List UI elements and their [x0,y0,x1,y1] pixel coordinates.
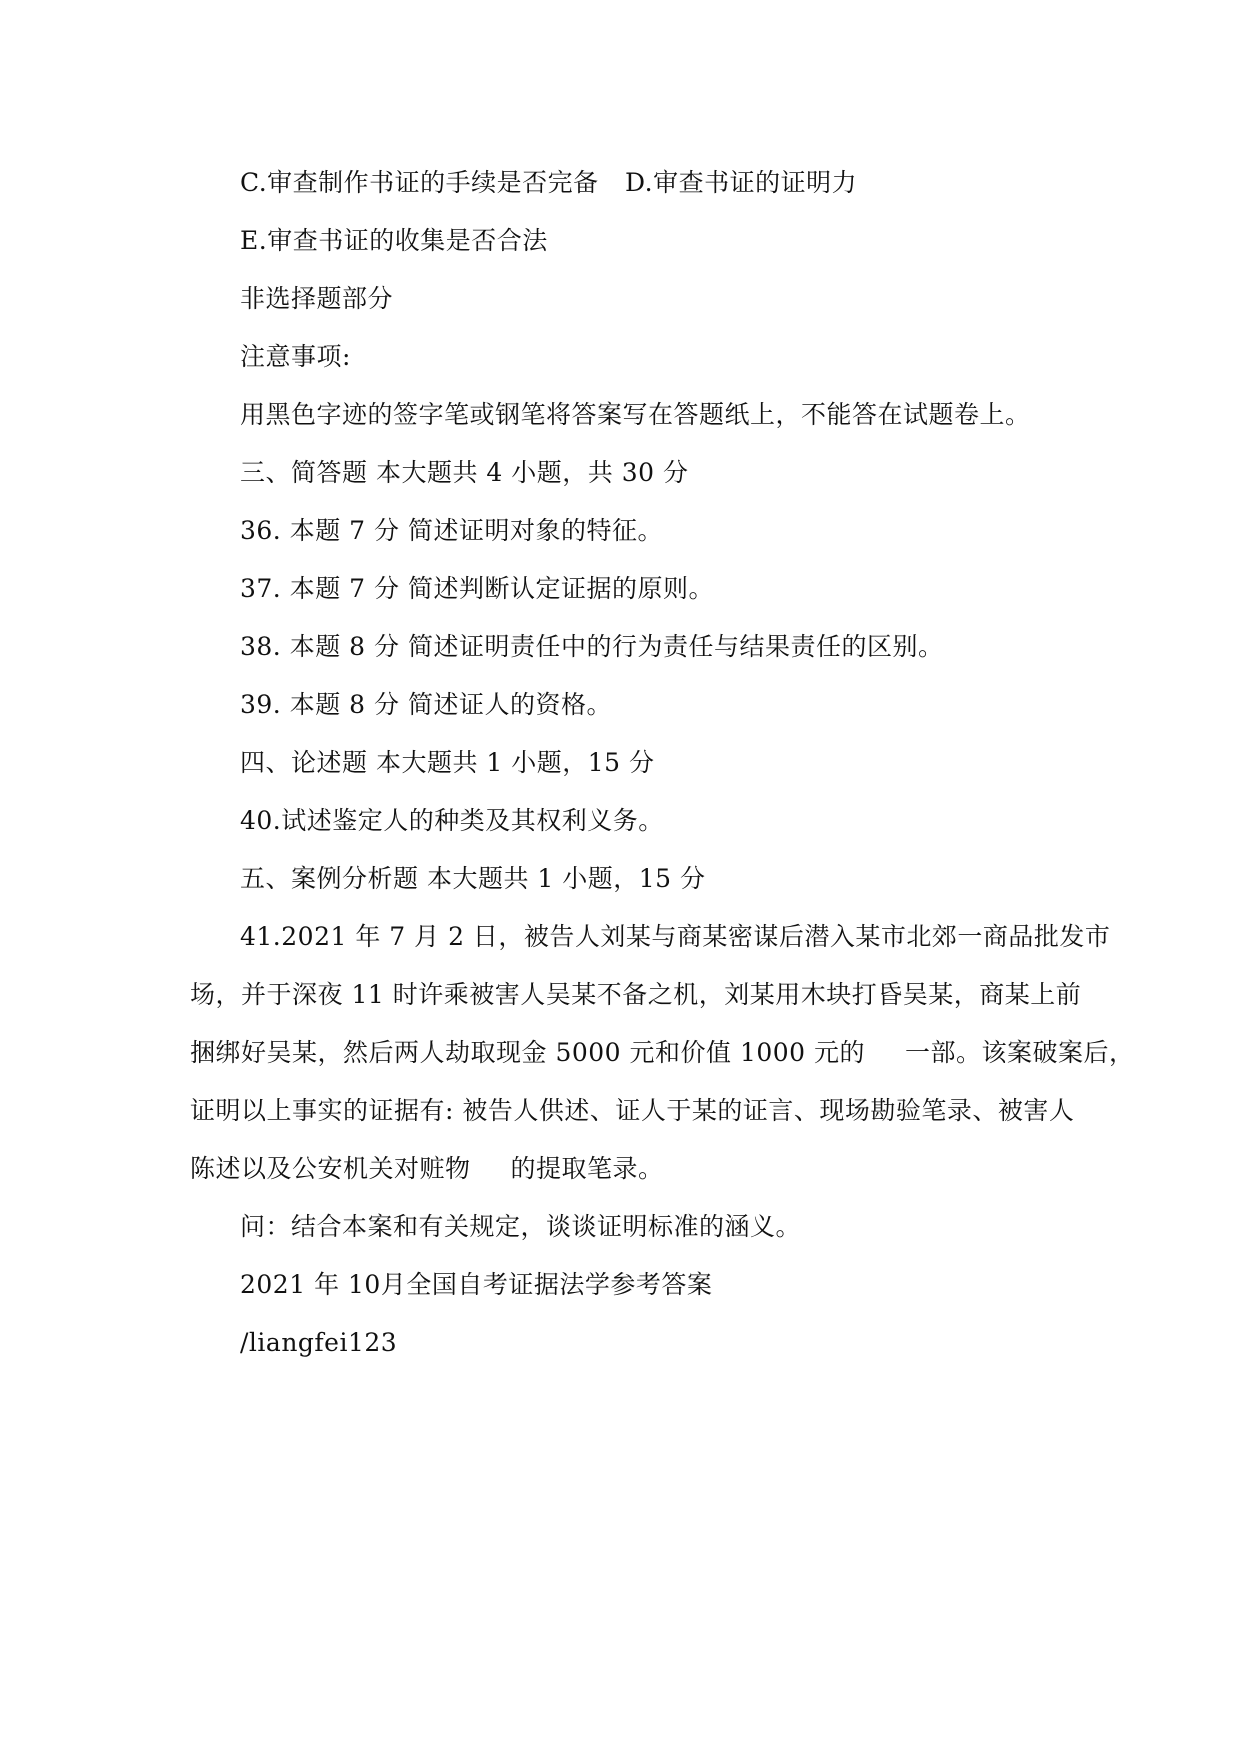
question-37: 37. 本题 7 分 简述判断认定证据的原则。 [240,574,714,603]
case-text-line-4: 证明以上事实的证据有: 被告人供述、证人于某的证言、现场勘验笔录、被害人 [190,1096,1075,1125]
case-question: 问：结合本案和有关规定，谈谈证明标准的涵义。 [240,1212,802,1241]
option-c: C.审查制作书证的手续是否完备 [240,168,599,197]
question-39: 39. 本题 8 分 简述证人的资格。 [240,690,612,719]
case-text-line-3 [190,1036,1135,1070]
section4-heading: 四、论述题 本大题共 1 小题，15 分 [240,748,655,777]
question-40: 40.试述鉴定人的种类及其权利义务。 [240,806,664,835]
notice-body: 用黑色字迹的签字笔或钢笔将答案写在答题纸上，不能答在试题卷上。 [240,400,1031,429]
option-d: D.审查书证的证明力 [625,168,858,197]
section-nonchoice-heading: 非选择题部分 [240,284,394,313]
case-text-line-3-part-b: 一部。该案破案后， [905,1038,1135,1067]
footer-link[interactable]: /liangfei123 [240,1328,398,1357]
question-38: 38. 本题 8 分 简述证明责任中的行为责任与结果责任的区别。 [240,632,944,661]
case-text-line-3-part-a: 捆绑好吴某，然后两人劫取现金 5000 元和价值 1000 元的 [190,1038,866,1067]
case-text-line-5 [190,1152,664,1186]
case-text-line-5-part-b: 的提取笔录。 [510,1154,664,1183]
answer-title: 2021 年 10月全国自考证据法学参考答案 [240,1270,713,1299]
section5-heading: 五、案例分析题 本大题共 1 小题，15 分 [240,864,706,893]
case-text-line-1: 41.2021 年 7 月 2 日，被告人刘某与商某密谋后潜入某市北郊一商品批发市 [240,922,1111,951]
notice-title: 注意事项: [240,342,351,371]
case-text-line-2: 场，并于深夜 11 时许乘被害人吴某不备之机，刘某用木块打昏吴某，商某上前 [190,980,1082,1009]
section3-heading: 三、简答题 本大题共 4 小题，共 30 分 [240,458,689,487]
question-36: 36. 本题 7 分 简述证明对象的特征。 [240,516,663,545]
option-e: E.审查书证的收集是否合法 [240,226,548,255]
case-text-line-5-part-a: 陈述以及公安机关对赃物 [190,1154,471,1183]
